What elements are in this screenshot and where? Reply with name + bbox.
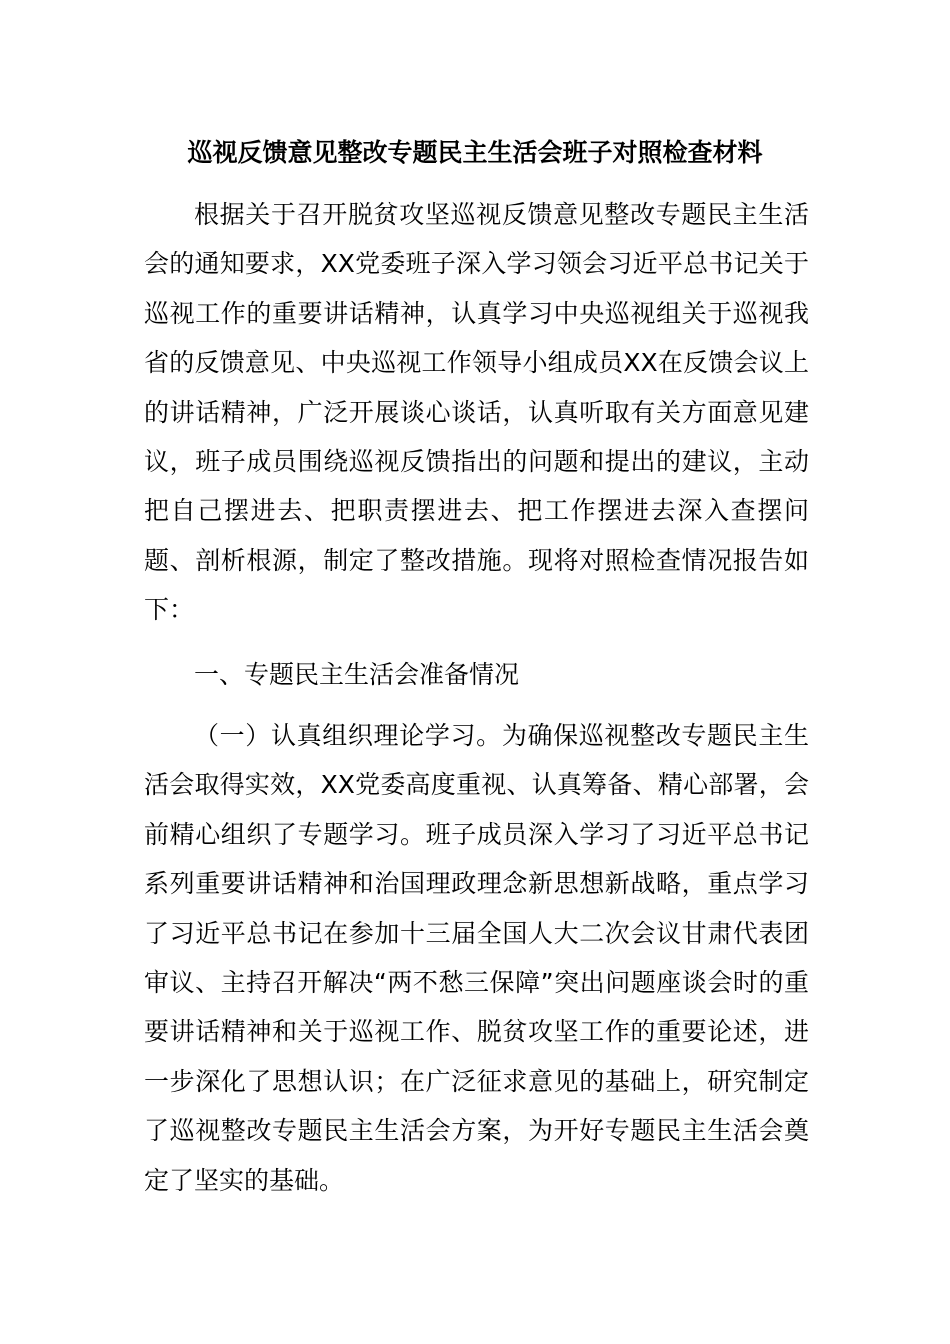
document-title: 巡视反馈意见整改专题民主生活会班子对照检查材料	[187, 138, 763, 167]
section-heading: 一、专题民主生活会准备情况	[194, 660, 520, 689]
intro-paragraph: 根据关于召开脱贫攻坚巡视反馈意见整改专题民主生活会的通知要求，XX党委班子深入学习领会习近平总书记关于巡视工作的重要讲话精神，认真学习中央巡视组关于巡视我省的反馈意见、中央巡视工作领导小组成员XX在反馈会议上的讲话精神，广泛开展谈心谈话，认真听取有关方面意见建议，班子成员围绕巡视反馈指出的问题和提出的建议，主动把自己摆进去、把职责摆进去、把工作摆进去深入查摆问题、剖析根源，制定了整改措施。现将对照检查情况报告如下：	[144, 200, 809, 625]
section-paragraph: （一）认真组织理论学习。为确保巡视整改专题民主生活会取得实效，XX党委高度重视、认真筹备、精心部署，会前精心组织了专题学习。班子成员深入学习了习近平总书记系列重要讲话精神和治国理政理念新思想新战略，重点学习了习近平总书记在参加十三届全国人大二次会议甘肃代表团审议、主持召开解决“两不愁三保障”突出问题座谈会时的重要讲话精神和关于巡视工作、脱贫攻坚工作的重要论述，进一步深化了思想认识；在广泛征求意见的基础上，研究制定了巡视整改专题民主生活会方案，为开好专题民主生活会奠定了坚实的基础。	[144, 721, 809, 1195]
